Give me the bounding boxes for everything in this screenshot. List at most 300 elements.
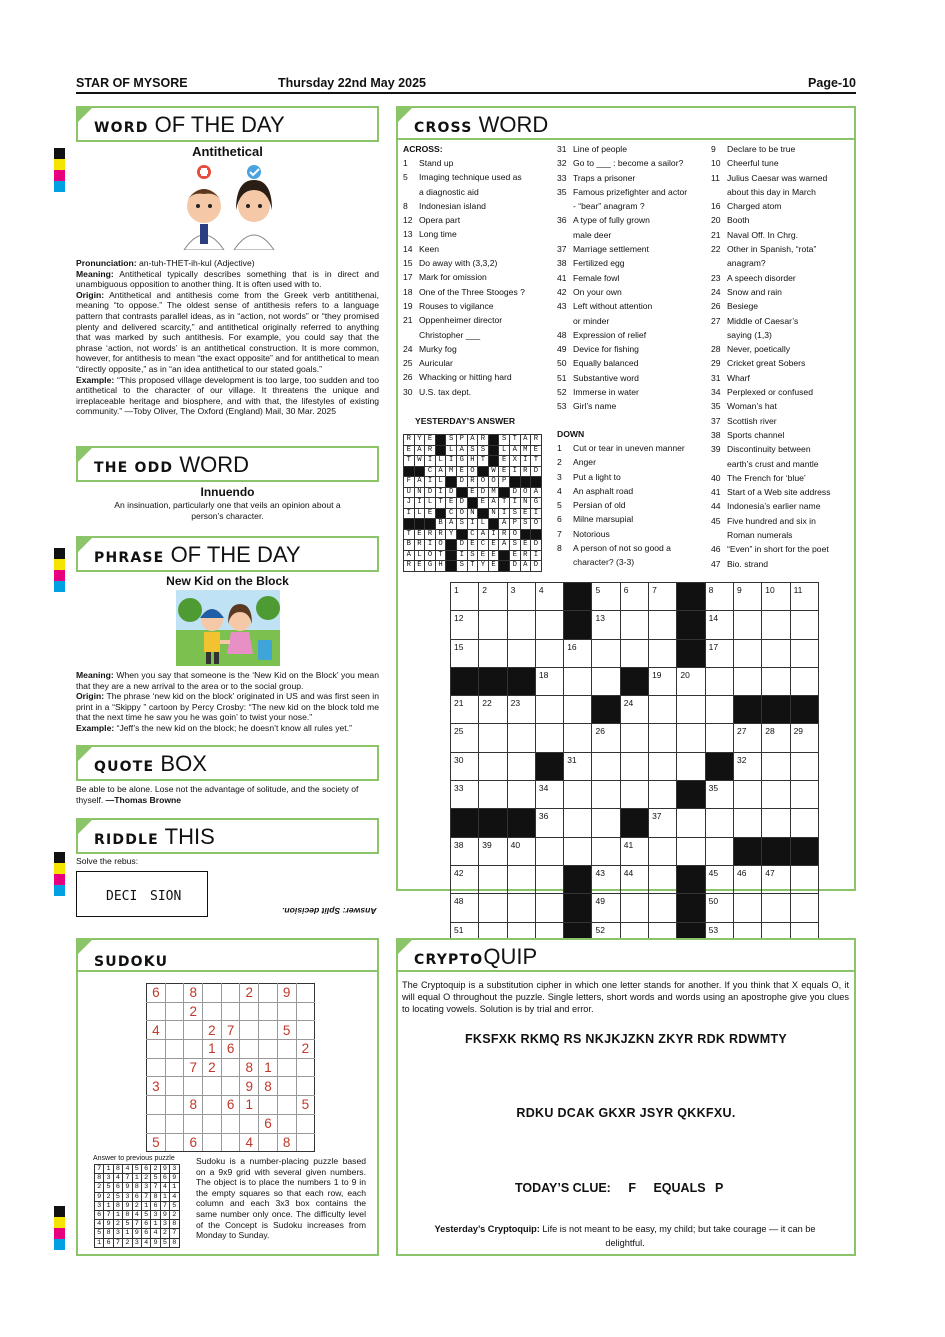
crossword-cell[interactable] (479, 865, 507, 893)
sudoku-empty-cell[interactable] (259, 1002, 278, 1021)
crossword-cell[interactable] (535, 894, 563, 922)
crossword-cell[interactable] (507, 865, 535, 893)
crossword-cell[interactable] (762, 894, 790, 922)
crossword-cell[interactable] (592, 611, 620, 639)
previous-sudoku-cell: 4 (170, 1192, 179, 1201)
sudoku-given-cell: 6 (259, 1114, 278, 1133)
sudoku-empty-cell[interactable] (165, 1096, 184, 1115)
crossword-cell[interactable] (733, 781, 761, 809)
crossword-cell[interactable] (592, 639, 620, 667)
crossword-cell[interactable] (790, 865, 818, 893)
clue-number: 8 (557, 543, 562, 554)
crossword-cell[interactable] (649, 639, 677, 667)
sudoku-empty-cell[interactable] (147, 1096, 166, 1115)
sudoku-empty-cell[interactable] (184, 1114, 203, 1133)
crossword-cell[interactable] (564, 696, 592, 724)
answer-cell: E (446, 498, 457, 509)
sudoku-empty-cell[interactable] (165, 1058, 184, 1077)
clue-text: On your own (573, 286, 622, 297)
crossword-cell[interactable] (535, 865, 563, 893)
crossword-cell[interactable] (790, 667, 818, 695)
answer-block (520, 477, 531, 488)
crossword-cell[interactable] (649, 667, 677, 695)
clue-text: Charged atom (727, 201, 782, 212)
crossword-cell[interactable] (649, 837, 677, 865)
crossword-cell[interactable] (507, 724, 535, 752)
crossword-cell[interactable] (677, 837, 705, 865)
crossword-cell[interactable] (790, 894, 818, 922)
cell-number: 19 (652, 669, 662, 680)
sudoku-empty-cell[interactable] (221, 1077, 240, 1096)
sudoku-empty-cell[interactable] (240, 1040, 259, 1059)
clue-number: 9 (711, 144, 716, 154)
crossword-cell[interactable] (790, 752, 818, 780)
answer-block (435, 435, 446, 446)
sudoku-empty-cell[interactable] (296, 1021, 315, 1040)
crossword-cell[interactable] (620, 611, 648, 639)
crossword-cell[interactable] (451, 837, 479, 865)
sudoku-empty-cell[interactable] (203, 1002, 222, 1021)
crossword-cell[interactable] (479, 781, 507, 809)
crossword-block (620, 667, 648, 695)
clue (711, 557, 853, 571)
answer-cell: L (414, 550, 425, 561)
cell-number: 10 (765, 585, 775, 595)
sudoku-given-cell: 2 (184, 1002, 203, 1021)
crossword-cell[interactable] (620, 583, 648, 611)
sudoku-empty-cell[interactable] (184, 1040, 203, 1059)
crossword-cell[interactable] (451, 894, 479, 922)
sudoku-empty-cell[interactable] (165, 1040, 184, 1059)
clue-text: U.S. tax dept. (419, 386, 472, 397)
crossword-cell[interactable] (705, 837, 733, 865)
answer-cell: O (488, 477, 499, 488)
crossword-cell[interactable] (677, 724, 705, 752)
clue-text: Bio. strand (727, 558, 769, 569)
previous-sudoku-cell: 3 (132, 1238, 141, 1247)
crossword-cell[interactable] (733, 611, 761, 639)
crossword-cell[interactable] (705, 781, 733, 809)
sudoku-empty-cell[interactable] (259, 1133, 278, 1152)
crossword-cell[interactable] (705, 667, 733, 695)
crossword-cell[interactable] (479, 583, 507, 611)
cell-number: 42 (454, 867, 464, 878)
crossword-cell[interactable] (507, 583, 535, 611)
crossword-cell[interactable] (790, 583, 818, 611)
clue-number: 26 (711, 301, 721, 312)
answer-cell: G (456, 456, 467, 467)
answer-block (478, 508, 489, 519)
clue-number: 43 (557, 301, 567, 312)
sudoku-empty-cell[interactable] (240, 1002, 259, 1021)
answer-cell: R (531, 435, 542, 446)
answer-cell: E (531, 445, 542, 456)
crossword-cell[interactable] (649, 724, 677, 752)
crossword-cell[interactable] (479, 696, 507, 724)
sudoku-empty-cell[interactable] (277, 1040, 296, 1059)
crossword-cell[interactable] (677, 809, 705, 837)
sudoku-empty-cell[interactable] (296, 1133, 315, 1152)
crossword-cell[interactable] (705, 865, 733, 893)
crossword-cell[interactable] (762, 752, 790, 780)
answer-cell: I (531, 508, 542, 519)
sudoku-empty-cell[interactable] (296, 984, 315, 1003)
clue (711, 399, 853, 413)
crossword-cell[interactable] (620, 752, 648, 780)
crossword-cell[interactable] (790, 781, 818, 809)
sudoku-empty-cell[interactable] (203, 1114, 222, 1133)
clue (557, 399, 707, 413)
crossword-cell[interactable] (535, 583, 563, 611)
crossword-cell[interactable] (649, 583, 677, 611)
clue-text: character? (3-3) (573, 557, 635, 568)
crossword-cell[interactable] (479, 724, 507, 752)
sudoku-empty-cell[interactable] (203, 1096, 222, 1115)
clue-number: 53 (557, 401, 567, 412)
cell-number: 39 (482, 839, 492, 850)
crossword-cell[interactable] (677, 752, 705, 780)
crossword-cell[interactable] (507, 837, 535, 865)
crossword-cell[interactable] (733, 865, 761, 893)
crossword-cell[interactable] (535, 781, 563, 809)
previous-sudoku-cell: 2 (123, 1238, 132, 1247)
crossword-cell[interactable] (705, 696, 733, 724)
cell-number: 53 (708, 924, 719, 935)
crossword-cell[interactable] (733, 583, 761, 611)
crossword-cell[interactable] (733, 667, 761, 695)
crossword-cell[interactable] (479, 639, 507, 667)
clue (557, 385, 707, 399)
sudoku-empty-cell[interactable] (184, 1077, 203, 1096)
sudoku-empty-cell[interactable] (259, 1096, 278, 1115)
answer-block (404, 519, 415, 530)
clue (711, 199, 853, 213)
cell-number: 35 (708, 783, 719, 794)
crossword-cell[interactable] (479, 611, 507, 639)
answer-cell: S (499, 435, 510, 446)
crossword-cell[interactable] (451, 583, 479, 611)
clue-number: 21 (403, 315, 413, 326)
sudoku-empty-cell[interactable] (147, 1040, 166, 1059)
answer-cell: X (509, 456, 520, 467)
crossword-cell[interactable] (649, 809, 677, 837)
answer-cell: S (467, 445, 478, 456)
sudoku-given-cell: 9 (277, 984, 296, 1003)
down-label: DOWN (557, 429, 585, 439)
crossword-cell[interactable] (535, 809, 563, 837)
clue-number: 31 (557, 144, 567, 154)
answer-cell: R (435, 529, 446, 540)
crossword-cell[interactable] (762, 583, 790, 611)
answer-cell: T (435, 550, 446, 561)
answer-block (446, 477, 457, 488)
sudoku-empty-cell[interactable] (165, 984, 184, 1003)
answer-cell: C (446, 508, 457, 519)
answer-cell: A (446, 519, 457, 530)
answer-cell: I (456, 550, 467, 561)
crossword-cell[interactable] (705, 583, 733, 611)
crossword-cell[interactable] (564, 809, 592, 837)
crossword-cell[interactable] (733, 894, 761, 922)
crossword-cell[interactable] (592, 894, 620, 922)
sudoku-empty-cell[interactable] (277, 1002, 296, 1021)
sudoku-empty-cell[interactable] (277, 1096, 296, 1115)
answer-cell: D (531, 540, 542, 551)
crossword-cell[interactable] (535, 611, 563, 639)
sudoku-empty-cell[interactable] (203, 984, 222, 1003)
clue-number: 33 (557, 172, 567, 183)
crossword-cell[interactable] (790, 639, 818, 667)
crossword-cell[interactable] (535, 639, 563, 667)
crossword-cell[interactable] (762, 781, 790, 809)
answer-cell: L (499, 445, 510, 456)
crossword-cell[interactable] (451, 696, 479, 724)
crossword-cell[interactable] (762, 865, 790, 893)
clue-number (557, 228, 573, 242)
sudoku-empty-cell[interactable] (221, 1058, 240, 1077)
answer-cell: R (404, 435, 415, 446)
sudoku-empty-cell[interactable] (240, 1021, 259, 1040)
answer-cell: R (467, 477, 478, 488)
previous-sudoku-cell: 6 (104, 1238, 113, 1247)
clue-number: 47 (711, 558, 721, 569)
sudoku-empty-cell[interactable] (147, 1002, 166, 1021)
clue-number: 2 (557, 457, 562, 468)
sudoku-given-cell: 1 (259, 1058, 278, 1077)
crossword-cell[interactable] (733, 809, 761, 837)
crossword-cell[interactable] (649, 894, 677, 922)
phrase-banner (76, 536, 379, 572)
crossword-cell[interactable] (507, 781, 535, 809)
crossword-block (620, 809, 648, 837)
crossword-cell[interactable] (762, 611, 790, 639)
previous-sudoku-cell: 8 (113, 1201, 122, 1210)
sudoku-empty-cell[interactable] (259, 1040, 278, 1059)
clue (557, 470, 707, 484)
sudoku-empty-cell[interactable] (259, 1021, 278, 1040)
cell-number: 16 (567, 641, 577, 652)
crossword-cell[interactable] (649, 752, 677, 780)
sudoku-empty-cell[interactable] (221, 984, 240, 1003)
crossword-cell[interactable] (592, 781, 620, 809)
clue-text: Fertilized egg (573, 258, 625, 269)
clue-text: male deer (573, 229, 612, 240)
crossword-cell[interactable] (620, 865, 648, 893)
crossword-cell[interactable] (620, 781, 648, 809)
answer-cell: A (531, 487, 542, 498)
answer-cell: I (520, 456, 531, 467)
answer-cell: P (499, 477, 510, 488)
answer-cell: I (425, 477, 436, 488)
sudoku-given-cell: 4 (147, 1021, 166, 1040)
crossword-cell[interactable] (705, 809, 733, 837)
crossword-cell[interactable] (620, 639, 648, 667)
crossword-cell[interactable] (592, 752, 620, 780)
crossword-cell[interactable] (564, 667, 592, 695)
sudoku-empty-cell[interactable] (221, 1114, 240, 1133)
clue-number: 20 (711, 215, 721, 226)
sudoku-empty-cell[interactable] (147, 1058, 166, 1077)
clue (557, 285, 707, 299)
crossword-cell[interactable] (705, 724, 733, 752)
sudoku-empty-cell[interactable] (277, 1077, 296, 1096)
crossword-cell[interactable] (507, 696, 535, 724)
cell-number: 49 (595, 896, 605, 907)
cell-number: 27 (736, 726, 747, 737)
sudoku-empty-cell[interactable] (165, 1114, 184, 1133)
crossword-cell[interactable] (649, 696, 677, 724)
crossword-cell[interactable] (762, 809, 790, 837)
sudoku-empty-cell[interactable] (165, 1021, 184, 1040)
crossword-cell[interactable] (649, 781, 677, 809)
sudoku-empty-cell[interactable] (221, 1133, 240, 1152)
previous-sudoku-cell: 2 (95, 1183, 104, 1192)
crossword-cell[interactable] (564, 639, 592, 667)
answer-cell: I (509, 466, 520, 477)
crossword-cell[interactable] (451, 639, 479, 667)
across-clues-col1 (403, 156, 553, 399)
crossword-cell[interactable] (677, 696, 705, 724)
crossword-block (677, 611, 705, 639)
crossword-cell[interactable] (705, 611, 733, 639)
crossword-cell[interactable] (649, 611, 677, 639)
previous-sudoku-cell: 6 (141, 1165, 150, 1174)
crossword-cell[interactable] (705, 639, 733, 667)
crossword-cell[interactable] (564, 837, 592, 865)
clue (403, 370, 553, 384)
clue-text: Naval Off. In Chrg. (727, 229, 799, 240)
crossword-cell[interactable] (592, 809, 620, 837)
crossword-cell[interactable] (479, 837, 507, 865)
previous-sudoku-cell: 8 (132, 1183, 141, 1192)
crossword-block (733, 837, 761, 865)
sudoku-empty-cell[interactable] (296, 1002, 315, 1021)
crossword-cell[interactable] (620, 837, 648, 865)
crossword-cell[interactable] (451, 611, 479, 639)
answer-cell: E (488, 550, 499, 561)
crossword-cell[interactable] (733, 724, 761, 752)
clue-text: Milne marsupial (573, 514, 634, 525)
crossword-cell[interactable] (507, 639, 535, 667)
previous-sudoku-cell: 5 (132, 1165, 141, 1174)
crossword-cell[interactable] (479, 894, 507, 922)
crossword-block (705, 752, 733, 780)
answer-cell: B (404, 540, 415, 551)
previous-sudoku-cell: 2 (160, 1229, 169, 1238)
clue-number: 23 (711, 272, 721, 283)
sudoku-empty-cell[interactable] (165, 1133, 184, 1152)
sudoku-given-cell: 6 (184, 1133, 203, 1152)
crossword-cell[interactable] (733, 639, 761, 667)
sudoku-empty-cell[interactable] (277, 1114, 296, 1133)
clue-number (403, 185, 419, 199)
crossword-cell[interactable] (790, 611, 818, 639)
crossword-cell[interactable] (705, 894, 733, 922)
clue (557, 498, 707, 512)
crossword-cell[interactable] (677, 667, 705, 695)
crossword-cell[interactable] (790, 724, 818, 752)
crossword-cell[interactable] (535, 724, 563, 752)
crossword-cell[interactable] (592, 583, 620, 611)
crossword-cell[interactable] (649, 865, 677, 893)
crossword-cell[interactable] (507, 752, 535, 780)
crossword-cell[interactable] (507, 611, 535, 639)
crossword-cell[interactable] (790, 809, 818, 837)
sudoku-empty-cell[interactable] (203, 1077, 222, 1096)
sudoku-empty-cell[interactable] (296, 1058, 315, 1077)
phrase-text: New Kid on the Block (166, 574, 289, 588)
crossword-cell[interactable] (451, 865, 479, 893)
clue-number: 50 (557, 358, 567, 369)
sudoku-empty-cell[interactable] (259, 984, 278, 1003)
sudoku-empty-cell[interactable] (296, 1114, 315, 1133)
answer-cell: O (456, 508, 467, 519)
crossword-cell[interactable] (535, 667, 563, 695)
clue-text: Famous prizefighter and actor (573, 186, 688, 197)
crossword-cell[interactable] (592, 837, 620, 865)
sudoku-empty-cell[interactable] (240, 1114, 259, 1133)
crossword-cell[interactable] (451, 724, 479, 752)
previous-sudoku-cell: 1 (132, 1174, 141, 1183)
crossword-cell[interactable] (620, 696, 648, 724)
crossword-cell[interactable] (564, 781, 592, 809)
clue-text: Declare to be true (727, 144, 796, 154)
sudoku-empty-cell[interactable] (203, 1133, 222, 1152)
crossword-cell[interactable] (762, 724, 790, 752)
crossword-cell[interactable] (733, 752, 761, 780)
crossword-cell[interactable] (620, 724, 648, 752)
crossword-cell[interactable] (564, 752, 592, 780)
sudoku-empty-cell[interactable] (277, 1058, 296, 1077)
clue-text: Cut or tear in uneven manner (573, 443, 685, 453)
crossword-cell[interactable] (592, 865, 620, 893)
clue-number: 4 (557, 485, 562, 496)
sudoku-empty-cell[interactable] (165, 1002, 184, 1021)
crossword-cell[interactable] (479, 752, 507, 780)
sudoku-empty-cell[interactable] (147, 1114, 166, 1133)
crossword-cell[interactable] (592, 724, 620, 752)
crossword-cell[interactable] (451, 781, 479, 809)
sudoku-empty-cell[interactable] (184, 1021, 203, 1040)
answer-cell: A (478, 529, 489, 540)
sudoku-empty-cell[interactable] (296, 1077, 315, 1096)
crossword-cell[interactable] (620, 894, 648, 922)
clue-number: 21 (711, 229, 721, 240)
crossword-cell[interactable] (451, 752, 479, 780)
crossword-cell[interactable] (762, 639, 790, 667)
answer-cell: U (404, 487, 415, 498)
clue (403, 170, 553, 184)
clue (711, 485, 853, 499)
answer-cell: T (531, 456, 542, 467)
answer-cell: E (520, 540, 531, 551)
cell-number: 23 (510, 698, 521, 709)
crossword-cell[interactable] (535, 837, 563, 865)
sudoku-empty-cell[interactable] (221, 1002, 240, 1021)
answer-cell: I (425, 456, 436, 467)
sudoku-given-cell: 3 (147, 1077, 166, 1096)
crossword-cell[interactable] (564, 724, 592, 752)
crossword-cell[interactable] (592, 667, 620, 695)
crossword-cell[interactable] (535, 696, 563, 724)
answer-cell: E (509, 550, 520, 561)
cell-number: 51 (454, 924, 464, 935)
crossword-cell[interactable] (762, 667, 790, 695)
sudoku-empty-cell[interactable] (165, 1077, 184, 1096)
crossword-cell[interactable] (507, 894, 535, 922)
clue-text: Traps a prisoner (573, 172, 636, 183)
clue-number (403, 328, 419, 342)
